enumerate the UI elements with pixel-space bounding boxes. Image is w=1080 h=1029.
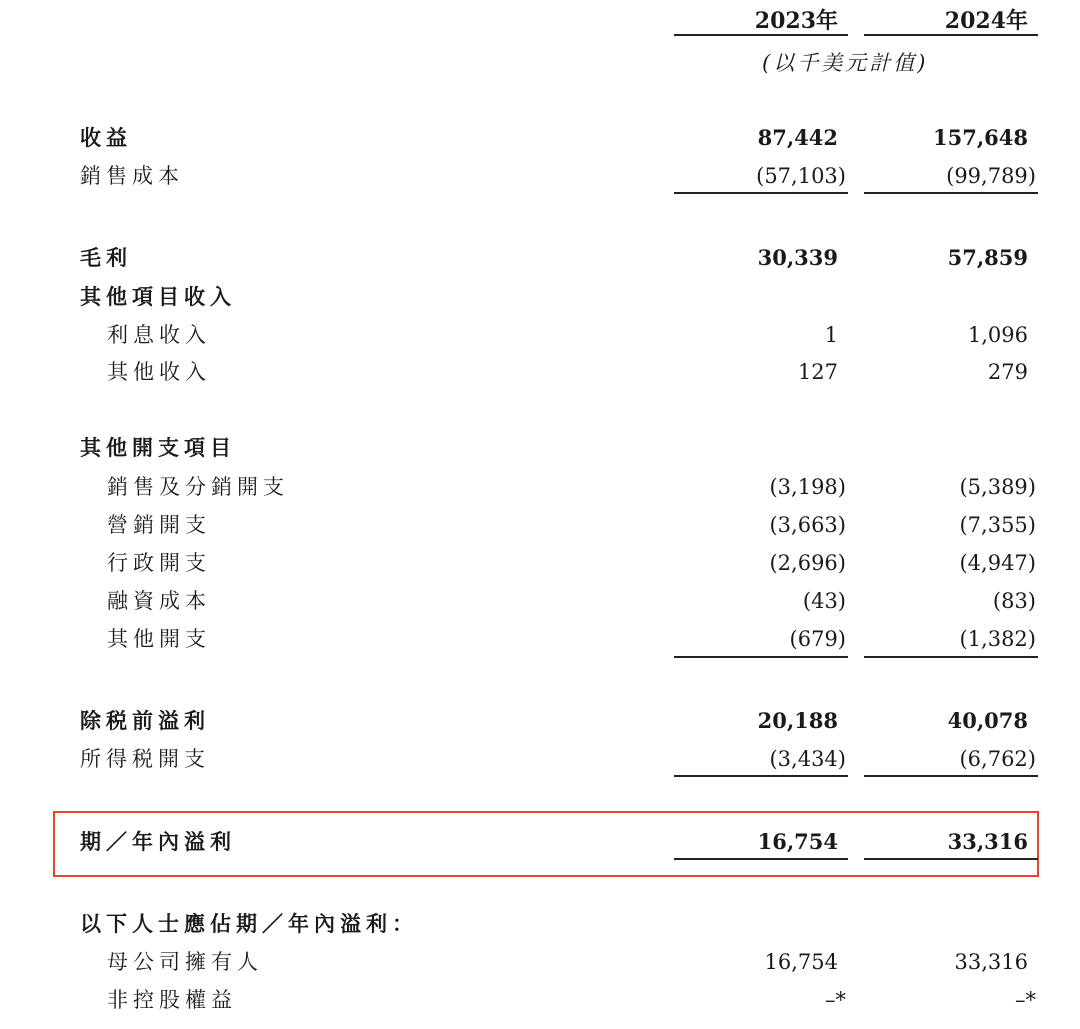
value-2024: (5,389): [959, 475, 1036, 499]
row-label: 母公司擁有人: [107, 950, 263, 974]
value-2024: (4,947): [959, 551, 1036, 575]
value-2024: (83): [992, 589, 1036, 613]
value-2023: 87,442: [757, 125, 838, 150]
row-label: 融資成本: [107, 589, 211, 613]
table-row-income-tax: [0, 744, 1080, 774]
value-2024: 279: [987, 360, 1028, 384]
value-2023: 16,754: [757, 829, 838, 854]
value-2024: (6,762): [959, 747, 1036, 771]
value-2024: –*: [1015, 988, 1036, 1012]
value-2023: 127: [797, 360, 838, 384]
value-2024: 157,648: [933, 125, 1028, 150]
row-label: 除税前溢利: [80, 708, 210, 733]
subtotal-line-2023: [674, 192, 848, 194]
value-2023: (3,663): [769, 513, 846, 537]
value-2024: (7,355): [959, 513, 1036, 537]
header-underline-2023: [674, 34, 848, 36]
row-label: 行政開支: [107, 551, 211, 575]
value-2023: (3,198): [769, 475, 846, 499]
row-label: 毛利: [80, 245, 132, 270]
unit-note: (以千美元計值): [762, 51, 929, 75]
value-2024: 40,078: [947, 708, 1028, 733]
table-row-finance-costs: [0, 586, 1080, 616]
value-2024: 33,316: [954, 950, 1028, 974]
value-2023: 1: [824, 323, 838, 347]
subtotal-line-2023: [674, 656, 848, 658]
row-label: 以下人士應佔期／年內溢利：: [80, 911, 418, 936]
table-row-revenue: [0, 123, 1080, 153]
table-row-other-expenses-heading: [0, 433, 1080, 463]
table-row-interest-income: [0, 320, 1080, 350]
value-2024: 1,096: [967, 323, 1028, 347]
row-label: 利息收入: [107, 323, 211, 347]
table-row-cost-of-sales: [0, 161, 1080, 191]
value-2024: 57,859: [947, 245, 1028, 270]
table-row-profit-for-period: [0, 827, 1080, 857]
column-header-2024: 2024年: [944, 8, 1028, 34]
row-label: 所得税開支: [80, 747, 210, 771]
table-row-other-income-heading: [0, 282, 1080, 312]
value-2024: 33,316: [947, 829, 1028, 854]
value-2023: 16,754: [764, 950, 838, 974]
subtotal-line-2023: [674, 775, 848, 777]
value-2024: (99,789): [946, 164, 1036, 188]
value-2023: (679): [789, 627, 846, 651]
row-label: 其他開支: [107, 627, 211, 651]
row-label: 銷售成本: [80, 164, 184, 188]
value-2023: –*: [825, 988, 846, 1012]
row-label: 營銷開支: [107, 513, 211, 537]
table-row-selling-distribution: [0, 472, 1080, 502]
row-label: 收益: [80, 125, 132, 150]
value-2023: (43): [802, 589, 846, 613]
table-row-other-expenses: [0, 624, 1080, 654]
row-label: 非控股權益: [107, 988, 237, 1012]
table-row-gross-profit: [0, 243, 1080, 273]
table-row-non-controlling-interests: [0, 985, 1080, 1015]
table-row-attributable-heading: [0, 909, 1080, 939]
subtotal-line-2024: [864, 656, 1038, 658]
table-row-other-income: [0, 357, 1080, 387]
total-line-2023: [674, 858, 848, 860]
subtotal-line-2024: [864, 192, 1038, 194]
row-label: 期／年內溢利: [80, 829, 236, 854]
value-2023: (2,696): [769, 551, 846, 575]
value-2024: (1,382): [959, 627, 1036, 651]
value-2023: 30,339: [757, 245, 838, 270]
value-2023: 20,188: [757, 708, 838, 733]
value-2023: (3,434): [769, 747, 846, 771]
table-row-marketing: [0, 510, 1080, 540]
table-row-owners-of-parent: [0, 947, 1080, 977]
subtotal-line-2024: [864, 775, 1038, 777]
row-label: 銷售及分銷開支: [107, 475, 289, 499]
row-label: 其他開支項目: [80, 435, 236, 460]
row-label: 其他項目收入: [80, 284, 236, 309]
column-header-2023: 2023年: [754, 8, 838, 34]
table-row-administrative: [0, 548, 1080, 578]
row-label: 其他收入: [107, 360, 211, 384]
total-line-2024: [864, 858, 1038, 860]
table-row-profit-before-tax: [0, 706, 1080, 736]
value-2023: (57,103): [756, 164, 846, 188]
header-underline-2024: [864, 34, 1038, 36]
